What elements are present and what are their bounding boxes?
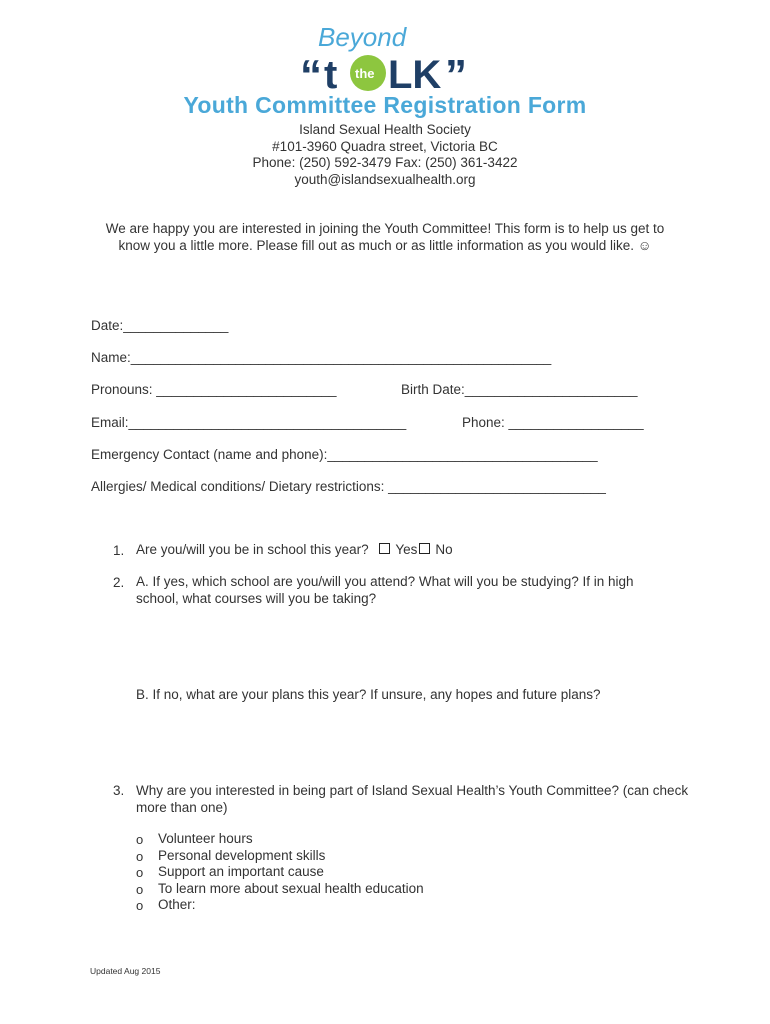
intro-paragraph: We are happy you are interested in joining the Youth Committee! This form is to help us get to know you a little more. Please fill out as much or as little information as you would like. ☺ <box>105 221 665 253</box>
logo-t-letter: t <box>324 53 338 97</box>
option-personal-development: Personal development skills <box>158 847 326 863</box>
email-field[interactable]: Email:_____________________________________ <box>91 415 407 430</box>
q1-text: Are you/will you be in school this year? <box>136 542 369 557</box>
q1-number: 1. <box>113 543 125 558</box>
logo-graphic <box>300 18 475 98</box>
yes-label: Yes <box>395 542 418 557</box>
logo-quote-open: “ <box>300 51 322 98</box>
q2b-text: B. If no, what are your plans this year? If unsure, any hopes and future plans? <box>136 687 601 702</box>
no-checkbox[interactable] <box>419 543 430 554</box>
no-label: No <box>435 542 453 557</box>
footer-updated-date: Updated Aug 2015 <box>90 966 161 976</box>
option-volunteer-hours: Volunteer hours <box>158 831 253 846</box>
org-email: youth@islandsexualhealth.org <box>294 171 476 187</box>
name-field[interactable]: Name:________________________________________________________ <box>91 350 552 365</box>
option-support-cause: Support an important cause <box>158 864 324 879</box>
pronouns-field[interactable]: Pronouns: ________________________ <box>91 382 337 397</box>
bullet-icon[interactable]: o <box>136 832 144 847</box>
allergies-field[interactable]: Allergies/ Medical conditions/ Dietary restrictions: _____________________________ <box>91 479 606 494</box>
bullet-icon[interactable]: o <box>136 898 144 913</box>
question-1 <box>136 542 453 559</box>
logo-lk-letters: LK <box>388 53 442 97</box>
birth-date-field[interactable]: Birth Date:_______________________ <box>401 382 638 397</box>
org-name: Island Sexual Health Society <box>299 122 471 137</box>
q3-text: Why are you interested in being part of Island Sexual Health’s Youth Committee? (can check more than one) <box>136 783 689 815</box>
org-phone-fax: Phone: (250) 592-3479 Fax: (250) 361-3422 <box>252 155 518 170</box>
option-other: Other: <box>158 897 196 912</box>
phone-field[interactable]: Phone: __________________ <box>462 415 644 430</box>
bullet-icon[interactable]: o <box>136 881 144 897</box>
form-title: Youth Committee Registration Form <box>183 92 587 118</box>
logo-beyond-text: Beyond <box>318 22 407 52</box>
q3-number: 3. <box>113 783 125 798</box>
q2a-text: A. If yes, which school are you/will you attend? What will you be studying? If in high school, what courses will you be taking? <box>136 574 634 606</box>
bullet-icon[interactable]: o <box>136 865 144 880</box>
logo-quote-close: ” <box>445 51 467 98</box>
q2-number: 2. <box>113 575 125 590</box>
logo-the-text: the <box>355 66 375 81</box>
date-field[interactable]: Date:______________ <box>91 318 229 333</box>
beyond-the-talk-logo <box>300 18 475 98</box>
option-sexual-health-education: To learn more about sexual health education <box>158 880 424 896</box>
org-address: #101-3960 Quadra street, Victoria BC <box>272 138 498 154</box>
emergency-contact-field[interactable]: Emergency Contact (name and phone):____________________________________ <box>91 447 598 462</box>
yes-checkbox[interactable] <box>379 543 390 554</box>
bullet-icon[interactable]: o <box>136 848 144 864</box>
